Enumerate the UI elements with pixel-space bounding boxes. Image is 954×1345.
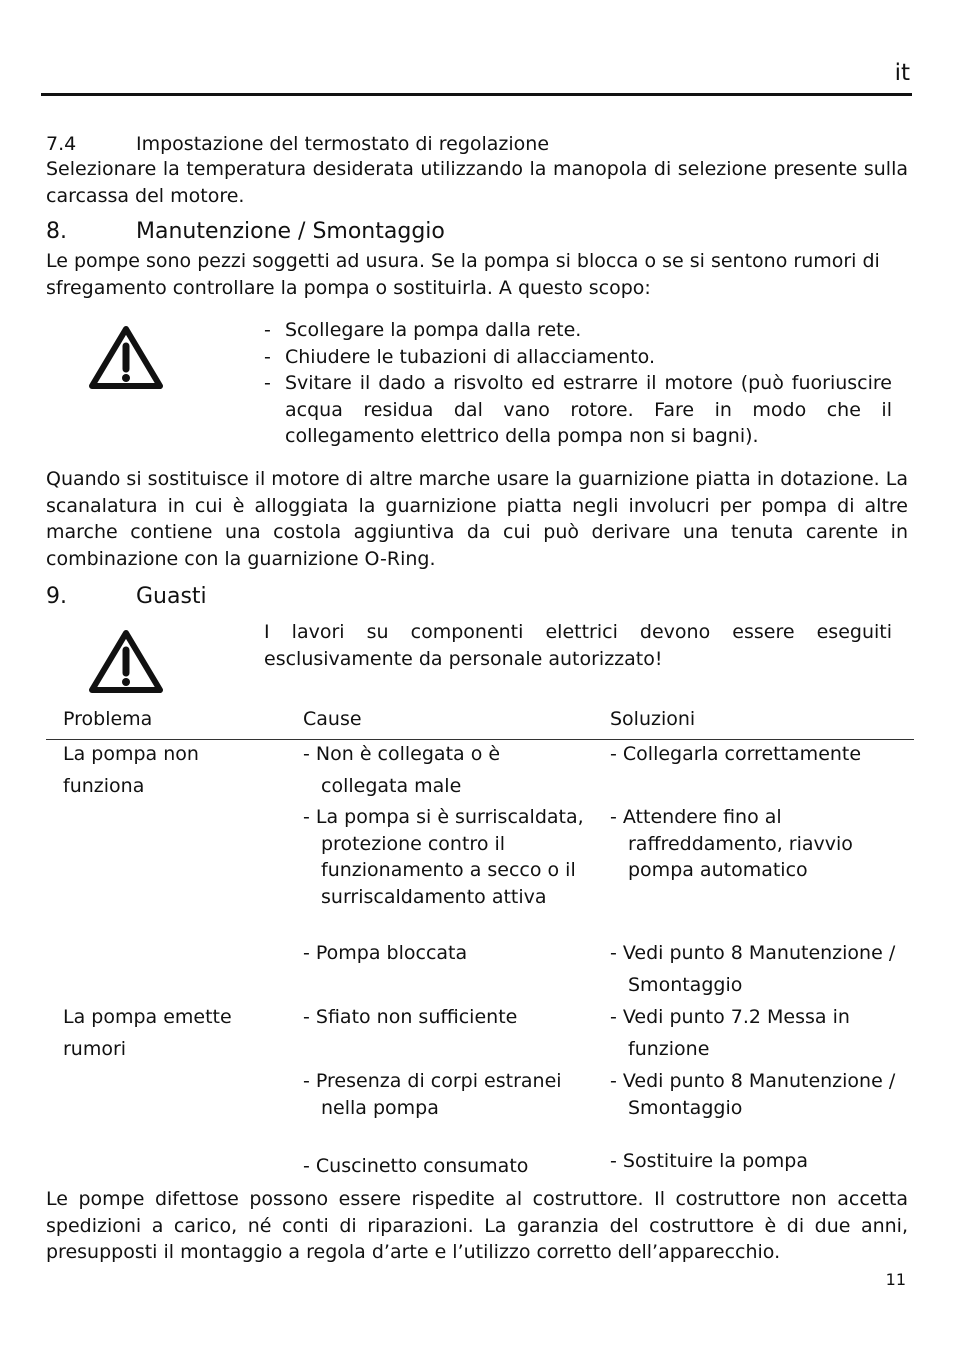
cause-cell: - Presenza di corpi estranei nella pompa	[303, 1070, 562, 1119]
warning-triangle-icon	[88, 324, 164, 390]
table-header-soluzioni: Soluzioni	[610, 708, 696, 730]
electrical-warning-text: I lavori su componenti elettrici devono essere eseguiti esclusivamente da personale autorizzato!	[264, 621, 892, 670]
list-item: - Chiudere le tubazioni di allacciamento.	[264, 345, 655, 368]
problem-cell: La pompa non funziona	[63, 743, 199, 797]
section-title: Guasti	[136, 584, 207, 609]
section-7-4-heading	[46, 131, 549, 158]
cause-cell: - La pompa si è surriscaldata, protezione contro il funzionamento a secco o il surriscaldamento attiva	[303, 806, 584, 908]
solution-cell: - Vedi punto 7.2 Messa in funzione	[610, 1006, 850, 1060]
solution-cell: - Vedi punto 8 Manutenzione / Smontaggio	[610, 942, 896, 996]
section-number: 8.	[46, 219, 67, 244]
section-9-closing: Le pompe difettose possono essere rispedite al costruttore. Il costruttore non accetta spedizioni a carico, né conti di riparazioni. La garanzia del costruttore è di due anni, presupposti il montaggio a regola d’arte e l’utilizzo corretto dell’apparecchio.	[46, 1188, 908, 1263]
section-8-heading	[46, 219, 445, 246]
solution-cell: - Vedi punto 8 Manutenzione / Smontaggio	[610, 1070, 896, 1119]
section-title: Impostazione del termostato di regolazione	[136, 133, 550, 155]
list-item: - Scollegare la pompa dalla rete.	[264, 319, 582, 341]
section-9-heading	[46, 584, 207, 611]
table-header-problema: Problema	[63, 708, 153, 730]
solution-cell: - Sostituire la pompa	[610, 1150, 808, 1172]
solution-cell: - Attendere fino al raffreddamento, riavvio pompa automatico	[610, 806, 853, 881]
cause-cell: - Pompa bloccata	[303, 942, 468, 964]
solution-cell: - Collegarla correttamente	[610, 743, 862, 765]
table-header-cause: Cause	[303, 708, 362, 730]
section-number: 7.4	[46, 133, 77, 155]
cause-cell: - Sfiato non sufficiente	[303, 1006, 518, 1028]
page-number: 11	[885, 1270, 906, 1289]
section-7-4-text: Selezionare la temperatura desiderata utilizzando la manopola di selezione presente sulla carcassa del motore.	[46, 158, 908, 207]
maintenance-steps-list	[264, 317, 892, 450]
section-8-intro: Le pompe sono pezzi soggetti ad usura. Se la pompa si blocca o se si sentono rumori di sfregamento controllare la pompa o sostituirla. A questo scopo:	[46, 250, 880, 299]
language-code: it	[894, 60, 910, 86]
section-title: Manutenzione / Smontaggio	[136, 219, 445, 244]
list-item: - Svitare il dado a risvolto ed estrarre il motore (può fuoriuscire acqua residua dal vano rotore. Fare in modo che il collegamento elettrico della pompa non si bagni).	[264, 372, 892, 447]
cause-cell: - Non è collegata o è collegata male	[303, 743, 501, 797]
warning-triangle-icon	[88, 628, 164, 694]
section-number: 9.	[46, 584, 67, 609]
problem-cell: La pompa emette rumori	[63, 1006, 232, 1060]
section-8-note: Quando si sostituisce il motore di altre marche usare la guarnizione piatta in dotazione. La scanalatura in cui è alloggiata la guarnizione piatta negli involucri per pompa di altre marche contiene una costola aggiuntiva da cui può derivare una tenuta carente in combinazione con la guarnizione O-Ring.	[46, 468, 908, 570]
header-rule	[41, 93, 912, 96]
cause-cell: - Cuscinetto consumato	[303, 1155, 529, 1177]
